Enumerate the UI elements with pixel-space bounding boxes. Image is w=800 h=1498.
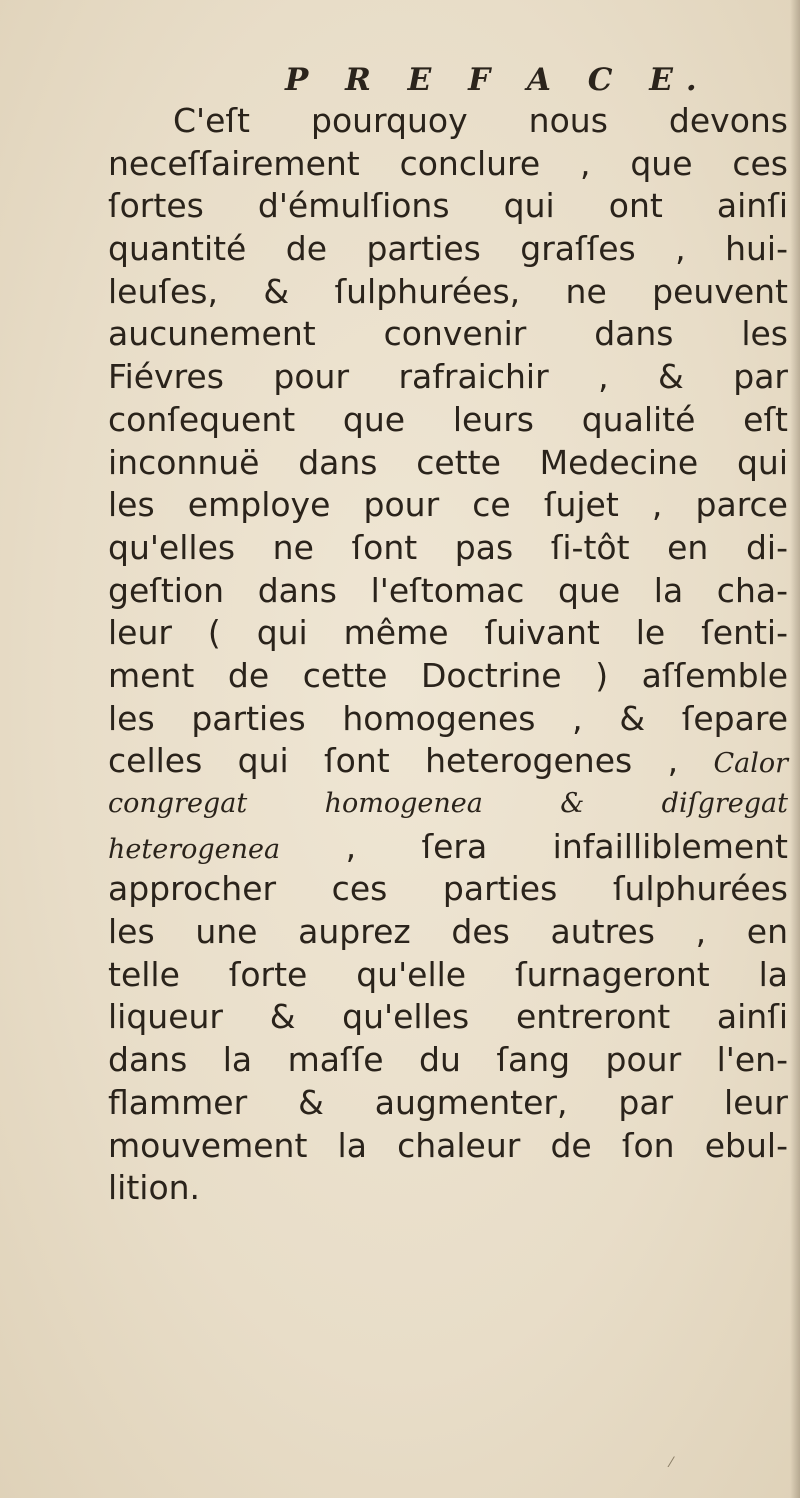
running-head: P R E F A C E. <box>285 62 710 98</box>
text-line-segment: celles qui ſont heterogenes , <box>108 741 714 781</box>
latin-quote-heterogenea: heterogenea <box>108 833 281 865</box>
text-line: approcher ces parties ſulphurées <box>108 869 788 909</box>
text-line: leuſes, & ſulphurées, ne peuvent <box>108 271 788 311</box>
text-line: inconnuë dans cette Medecine qui <box>108 442 788 482</box>
text-line: dans la maſſe du ſang pour l'en- <box>108 1040 788 1080</box>
text-line-with-latin <box>108 740 788 783</box>
text-line-with-latin <box>108 826 788 869</box>
latin-quote-line: congregat homogenea & diſgregat <box>108 788 788 819</box>
text-line: conſequent que leurs qualité eſt <box>108 399 788 439</box>
page-edge-shadow <box>790 0 800 1498</box>
text-line: telle ſorte qu'elle ſurnageront la <box>108 954 788 994</box>
text-line: les une auprez des autres , en <box>108 912 788 952</box>
preface-body-text <box>108 100 788 1210</box>
text-line: mouvement la chaleur de ſon ebul- <box>108 1125 788 1165</box>
text-line: les employe pour ce ſujet , parce <box>108 485 788 525</box>
text-line: aucunement convenir dans les <box>108 314 788 354</box>
text-line: Fiévres pour rafraichir , & par <box>108 357 788 397</box>
text-line-segment: , ſera infailliblement <box>345 826 788 866</box>
text-line: neceſſairement conclure , que ces <box>108 143 788 183</box>
text-line: les parties homogenes , & ſepare <box>108 698 788 738</box>
text-line: geſtion dans l'eſtomac que la cha- <box>108 570 788 610</box>
latin-quote-calor: Calor <box>713 748 788 780</box>
text-line: qu'elles ne ſont pas ſi-tôt en di- <box>108 527 788 567</box>
text-line: leur ( qui même ſuivant le ſenti- <box>108 613 788 653</box>
text-line: lition. <box>108 1168 201 1208</box>
text-line: liqueur & qu'elles entreront ainſi <box>108 997 788 1037</box>
text-line: flammer & augmenter, par leur <box>108 1082 788 1122</box>
text-line: ment de cette Doctrine ) aſſemble <box>108 655 788 695</box>
text-line: C'eſt pourquoy nous devons <box>173 101 788 140</box>
text-line: quantité de parties graſſes , hui- <box>108 229 788 269</box>
ink-mark: ⁄ <box>670 1455 673 1471</box>
text-line: ſortes d'émulſions qui ont ainſi <box>108 186 788 226</box>
